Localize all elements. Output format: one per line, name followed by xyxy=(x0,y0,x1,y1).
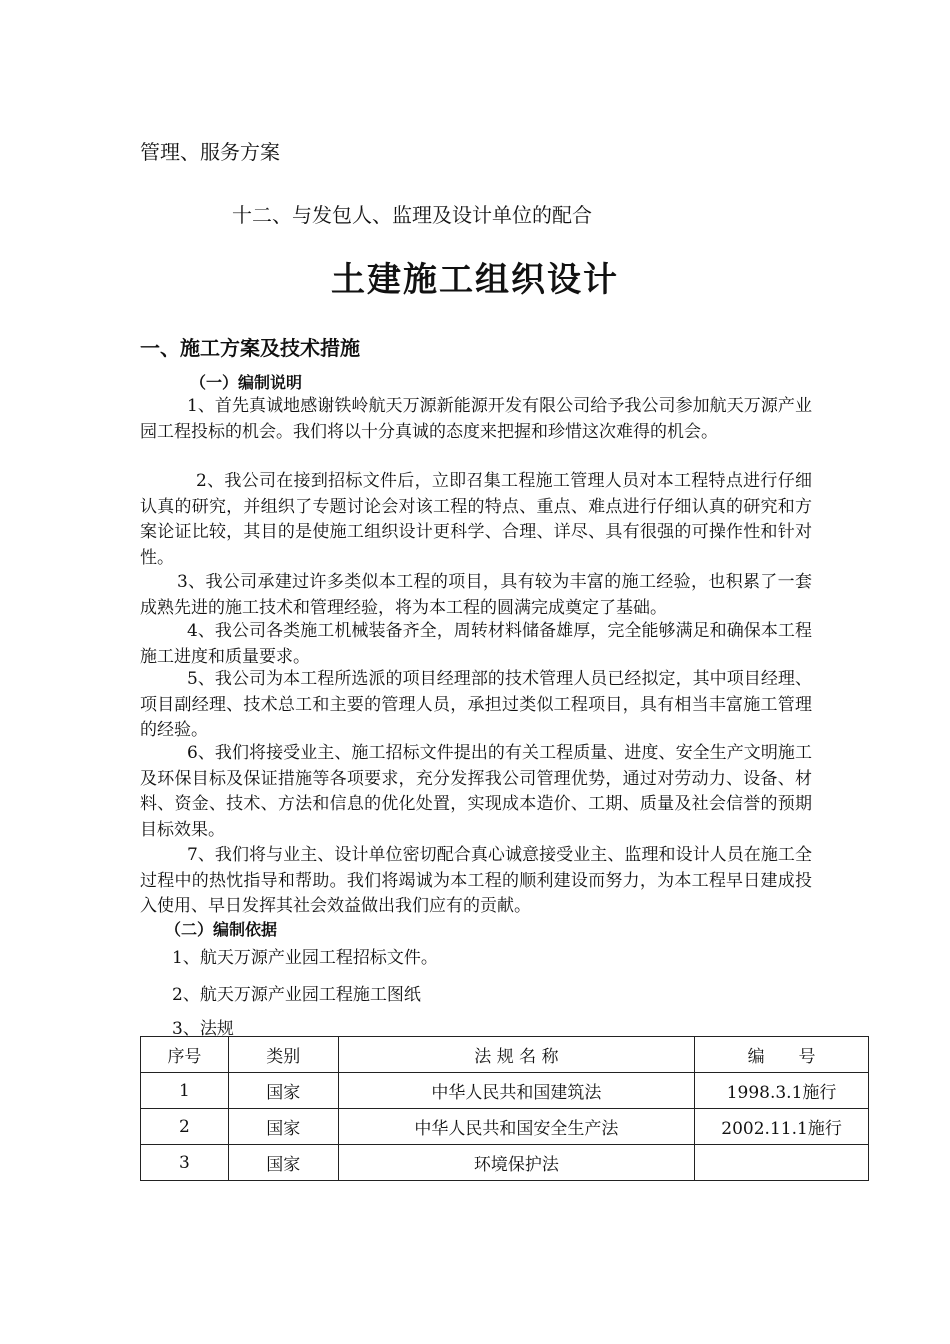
table-cell: 3 xyxy=(141,1145,229,1181)
laws-table xyxy=(140,1036,869,1181)
header-cell-number: 编 号 xyxy=(695,1037,869,1073)
subsection-heading-basis: （二）编制依据 xyxy=(165,920,278,939)
toc-line-management: 管理、服务方案 xyxy=(140,140,280,164)
table-cell: 中华人民共和国建筑法 xyxy=(338,1073,694,1109)
paragraph-4: 4、我公司各类施工机械装备齐全，周转材料储备雄厚，完全能够满足和确保本工程施工进度和质量要求。 xyxy=(140,621,812,667)
basis-item-2: 2、航天万源产业园工程施工图纸 xyxy=(172,985,421,1005)
paragraph-2: 2、我公司在接到招标文件后，立即召集工程施工管理人员对本工程特点进行仔细认真的研究，并组织了专题讨论会对该工程的特点、重点、难点进行仔细认真的研究和方案论证比较，其目的是使施工组织设计更科学、合理、详尽、具有很强的可操作性和针对性。 xyxy=(140,471,812,568)
section-heading-construction-plan: 一、施工方案及技术措施 xyxy=(140,336,360,360)
table-cell: 1998.3.1施行 xyxy=(695,1073,869,1109)
table-cell: 国家 xyxy=(228,1073,338,1109)
basis-item-3: 3、法规 xyxy=(172,1019,234,1039)
table-cell: 国家 xyxy=(228,1145,338,1181)
document-title: 土建施工组织设计 xyxy=(331,260,619,300)
paragraph-1: 1、首先真诚地感谢铁岭航天万源新能源开发有限公司给予我公司参加航天万源产业园工程投标的机会。我们将以十分真诚的态度来把握和珍惜这次难得的机会。 xyxy=(140,396,812,442)
subsection-heading-compilation-notes: （一）编制说明 xyxy=(190,373,303,392)
paragraph-6: 6、我们将接受业主、施工招标文件提出的有关工程质量、进度、安全生产文明施工及环保目标及保证措施等各项要求，充分发挥我公司管理优势，通过对劳动力、设备、材料、资金、技术、方法和信息的优化处置，实现成本造价、工期、质量及社会信誉的预期目标效果。 xyxy=(140,743,812,840)
table-cell xyxy=(695,1145,869,1181)
paragraph-7: 7、我们将与业主、设计单位密切配合真心诚意接受业主、监理和设计人员在施工全过程中的热忱指导和帮助。我们将竭诚为本工程的顺利建设而努力，为本工程早日建成投入使用、早日发挥其社会效益做出我们应有的贡献。 xyxy=(140,845,812,916)
header-cell-category: 类别 xyxy=(228,1037,338,1073)
header-cell-law-name: 法 规 名 称 xyxy=(338,1037,694,1073)
paragraph-5: 5、我公司为本工程所选派的项目经理部的技术管理人员已经拟定，其中项目经理、项目副经理、技术总工和主要的管理人员，承担过类似工程项目，具有相当丰富施工管理的经验。 xyxy=(140,669,812,740)
table-row xyxy=(141,1073,869,1109)
table-cell: 2002.11.1施行 xyxy=(695,1109,869,1145)
table-cell: 国家 xyxy=(228,1109,338,1145)
basis-item-1: 1、航天万源产业园工程招标文件。 xyxy=(172,948,438,968)
toc-line-coordination: 十二、与发包人、监理及设计单位的配合 xyxy=(232,203,592,227)
table-cell: 环境保护法 xyxy=(338,1145,694,1181)
table-header-row xyxy=(141,1037,869,1073)
paragraph-3: 3、我公司承建过许多类似本工程的项目，具有较为丰富的施工经验，也积累了一套成熟先进的施工技术和管理经验，将为本工程的圆满完成奠定了基础。 xyxy=(140,572,812,618)
table-cell: 中华人民共和国安全生产法 xyxy=(338,1109,694,1145)
header-cell-index: 序号 xyxy=(141,1037,229,1073)
table-cell: 2 xyxy=(141,1109,229,1145)
table-row xyxy=(141,1145,869,1181)
table-cell: 1 xyxy=(141,1073,229,1109)
table-row xyxy=(141,1109,869,1145)
